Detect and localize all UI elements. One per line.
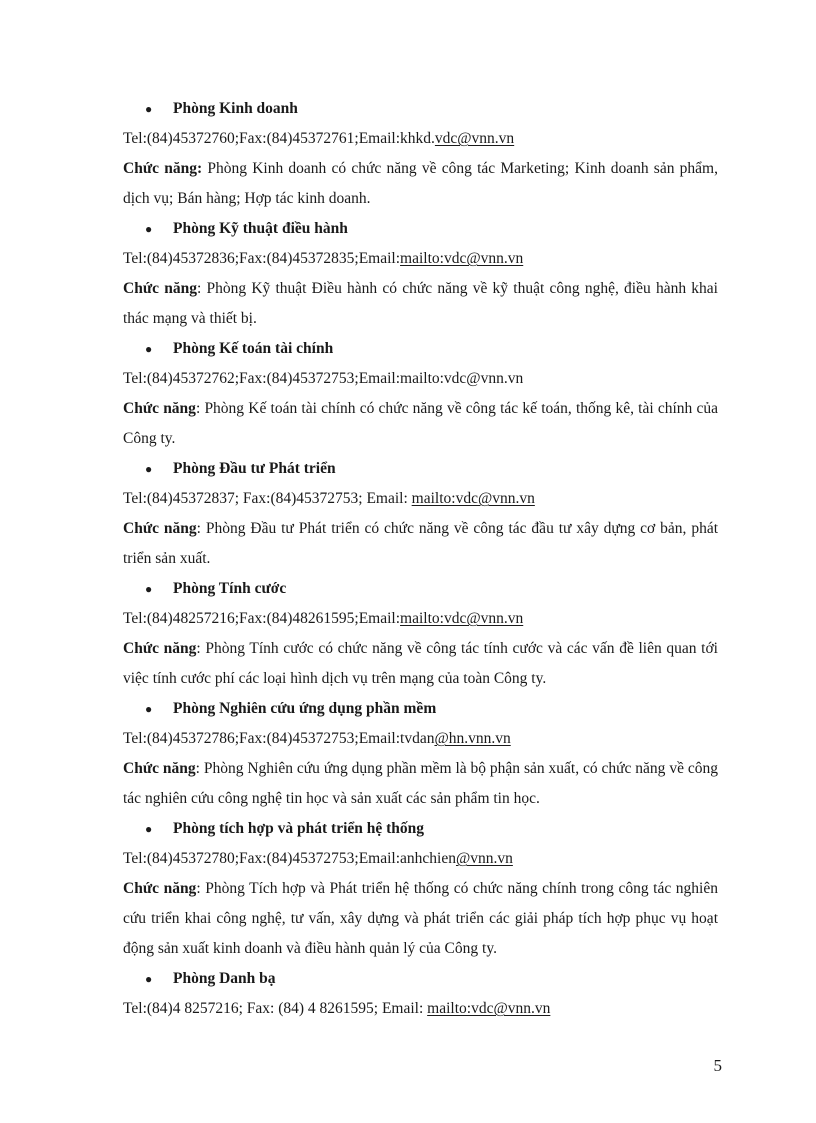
section-heading: ● Phòng Tính cước bbox=[145, 580, 287, 597]
function-label: Chức năng bbox=[123, 400, 196, 417]
page-content bbox=[123, 94, 718, 1024]
section-heading: ● Phòng Danh bạ bbox=[145, 970, 276, 987]
function-description: Chức năng: Phòng Tích hợp và Phát triển hệ thống có chức năng chính trong công tác nghiên cứu triển khai công nghệ, tư vấn, xây dựng và phát triển các giải pháp tích hợp phục vụ hoạt động sản xuất kinh doanh và điều hành quản lý của Công ty. bbox=[123, 880, 718, 957]
section-dau-tu-phat-trien bbox=[123, 454, 718, 574]
bullet-icon: ● bbox=[145, 222, 153, 236]
function-label: Chức năng bbox=[123, 640, 197, 657]
function-label: Chức năng bbox=[123, 880, 197, 897]
email-link[interactable]: mailto:vdc@vnn.vn bbox=[400, 250, 524, 267]
contact-line: Tel:(84)45372762;Fax:(84)45372753;Email:mailto:vdc@vnn.vn bbox=[123, 370, 524, 387]
section-tinh-cuoc bbox=[123, 574, 718, 694]
bullet-icon: ● bbox=[145, 102, 153, 116]
section-danh-ba bbox=[123, 964, 718, 1024]
contact-line: Tel:(84)48257216;Fax:(84)48261595;Email:mailto:vdc@vnn.vn bbox=[123, 610, 524, 627]
section-nghien-cuu-phan-mem bbox=[123, 694, 718, 814]
section-tich-hop-he-thong bbox=[123, 814, 718, 964]
contact-line: Tel:(84)45372786;Fax:(84)45372753;Email:tvdan@hn.vnn.vn bbox=[123, 730, 511, 747]
function-label: Chức năng bbox=[123, 280, 197, 297]
function-description: Chức năng: Phòng Nghiên cứu ứng dụng phần mềm là bộ phận sản xuất, có chức năng về công tác nghiên cứu công nghệ tin học và sản xuất các sản phẩm tin học. bbox=[123, 760, 718, 807]
email-link[interactable]: mailto:vdc@vnn.vn bbox=[400, 610, 524, 627]
section-ky-thuat-dieu-hanh bbox=[123, 214, 718, 334]
section-ke-toan-tai-chinh bbox=[123, 334, 718, 454]
section-heading: ● Phòng Kế toán tài chính bbox=[145, 340, 334, 357]
function-description: Chức năng: Phòng Tính cước có chức năng về công tác tính cước và các vấn đề liên quan tới việc tính cước phí các loại hình dịch vụ trên mạng của toàn Công ty. bbox=[123, 640, 718, 687]
contact-line: Tel:(84)45372837; Fax:(84)45372753; Email: mailto:vdc@vnn.vn bbox=[123, 490, 535, 507]
function-label: Chức năng bbox=[123, 760, 196, 777]
email-link[interactable]: mailto:vdc@vnn.vn bbox=[411, 490, 535, 507]
contact-line: Tel:(84)45372780;Fax:(84)45372753;Email:anhchien@vnn.vn bbox=[123, 850, 513, 867]
section-heading: ● Phòng Nghiên cứu ứng dụng phần mềm bbox=[145, 700, 437, 717]
contact-line: Tel:(84)45372760;Fax:(84)45372761;Email:khkd.vdc@vnn.vn bbox=[123, 130, 515, 147]
bullet-icon: ● bbox=[145, 702, 153, 716]
function-description: Chức năng: Phòng Đầu tư Phát triển có chức năng về công tác đầu tư xây dựng cơ bản, phát triển sản xuất. bbox=[123, 520, 719, 567]
function-description: Chức năng: Phòng Kỹ thuật Điều hành có chức năng về kỹ thuật công nghệ, điều hành khai thác mạng và thiết bị. bbox=[123, 280, 718, 327]
bullet-icon: ● bbox=[145, 342, 153, 356]
section-heading: ● Phòng Đầu tư Phát triển bbox=[145, 460, 336, 477]
section-kinh-doanh bbox=[123, 94, 718, 214]
bullet-icon: ● bbox=[145, 972, 153, 986]
contact-line: Tel:(84)4 8257216; Fax: (84) 4 8261595; Email: mailto:vdc@vnn.vn bbox=[123, 1000, 551, 1017]
section-heading: ● Phòng tích hợp và phát triển hệ thống bbox=[145, 820, 425, 837]
bullet-icon: ● bbox=[145, 462, 153, 476]
contact-line: Tel:(84)45372836;Fax:(84)45372835;Email:mailto:vdc@vnn.vn bbox=[123, 250, 524, 267]
email-link[interactable]: @hn.vnn.vn bbox=[434, 730, 511, 747]
email-link[interactable]: vdc@vnn.vn bbox=[434, 130, 515, 147]
section-heading: ● Phòng Kinh doanh bbox=[145, 100, 298, 117]
email-link[interactable]: @vnn.vn bbox=[455, 850, 513, 867]
function-label: Chức năng: bbox=[123, 160, 203, 177]
bullet-icon: ● bbox=[145, 582, 153, 596]
bullet-icon: ● bbox=[145, 822, 153, 836]
page-number: 5 bbox=[713, 1056, 722, 1075]
function-label: Chức năng bbox=[123, 520, 197, 537]
function-description: Chức năng: Phòng Kế toán tài chính có chức năng về công tác kế toán, thống kê, tài chính của Công ty. bbox=[123, 400, 718, 447]
function-description: Chức năng: Phòng Kinh doanh có chức năng về công tác Marketing; Kinh doanh sản phẩm, dịch vụ; Bán hàng; Hợp tác kinh doanh. bbox=[123, 160, 718, 207]
email-link[interactable]: mailto:vdc@vnn.vn bbox=[427, 1000, 551, 1017]
section-heading: ● Phòng Kỹ thuật điều hành bbox=[145, 220, 348, 237]
